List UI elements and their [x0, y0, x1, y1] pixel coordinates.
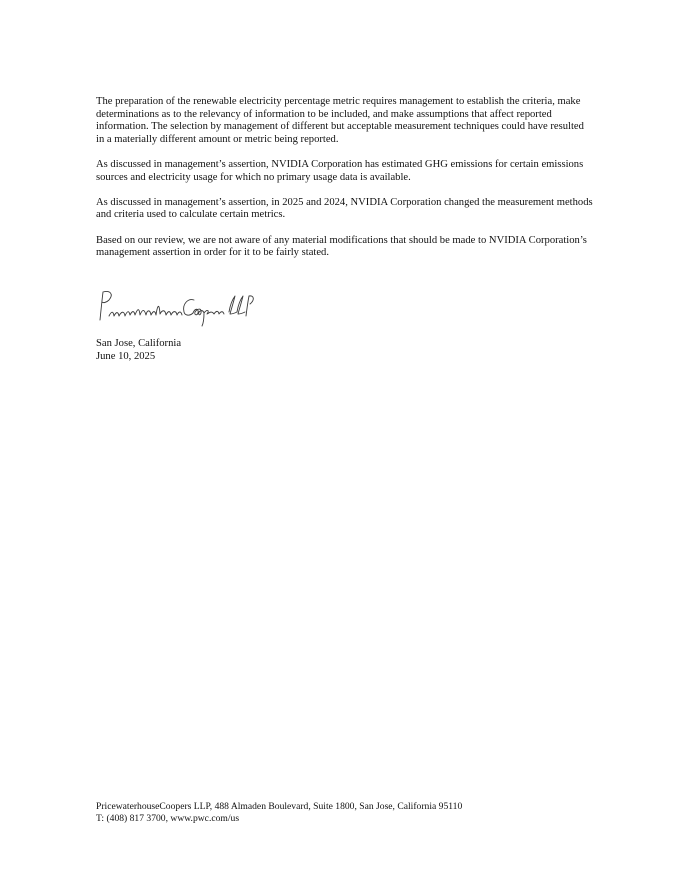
signing-date: June 10, 2025 [96, 350, 156, 362]
paragraph-method-changes: As discussed in management’s assertion, in 2025 and 2024, NVIDIA Corporation changed the measurement methods and criteria used to calculate certain metrics. [96, 196, 593, 221]
signature-location [96, 338, 181, 364]
paragraph-conclusion: Based on our review, we are not aware of any material modifications that should be made to NVIDIA Corporation’s management assertion in order for it to be fairly stated. [96, 234, 587, 259]
paragraph-renewable-metric: The preparation of the renewable electricity percentage metric requires management to establish the criteria, make determinations as to the relevancy of information to be included, and make assumptions that affect reported information. The selection by management of different but acceptable measurement techniques could have resulted in a materially different amount or metric being reported. [96, 96, 584, 145]
footer-address: PricewaterhouseCoopers LLP, 488 Almaden Boulevard, Suite 1800, San Jose, California 95110 [96, 801, 463, 812]
footer-contact: T: (408) 817 3700, www.pwc.com/us [96, 813, 240, 824]
paragraph-ghg-estimates: As discussed in management’s assertion, NVIDIA Corporation has estimated GHG emissions for certain emissions sources and electricity usage for which no primary usage data is available. [96, 158, 584, 183]
page-footer [96, 801, 462, 825]
letter-body [96, 96, 594, 272]
signing-city: San Jose, California [96, 338, 182, 349]
handwritten-signature [94, 286, 254, 328]
firm-signature [94, 286, 254, 328]
